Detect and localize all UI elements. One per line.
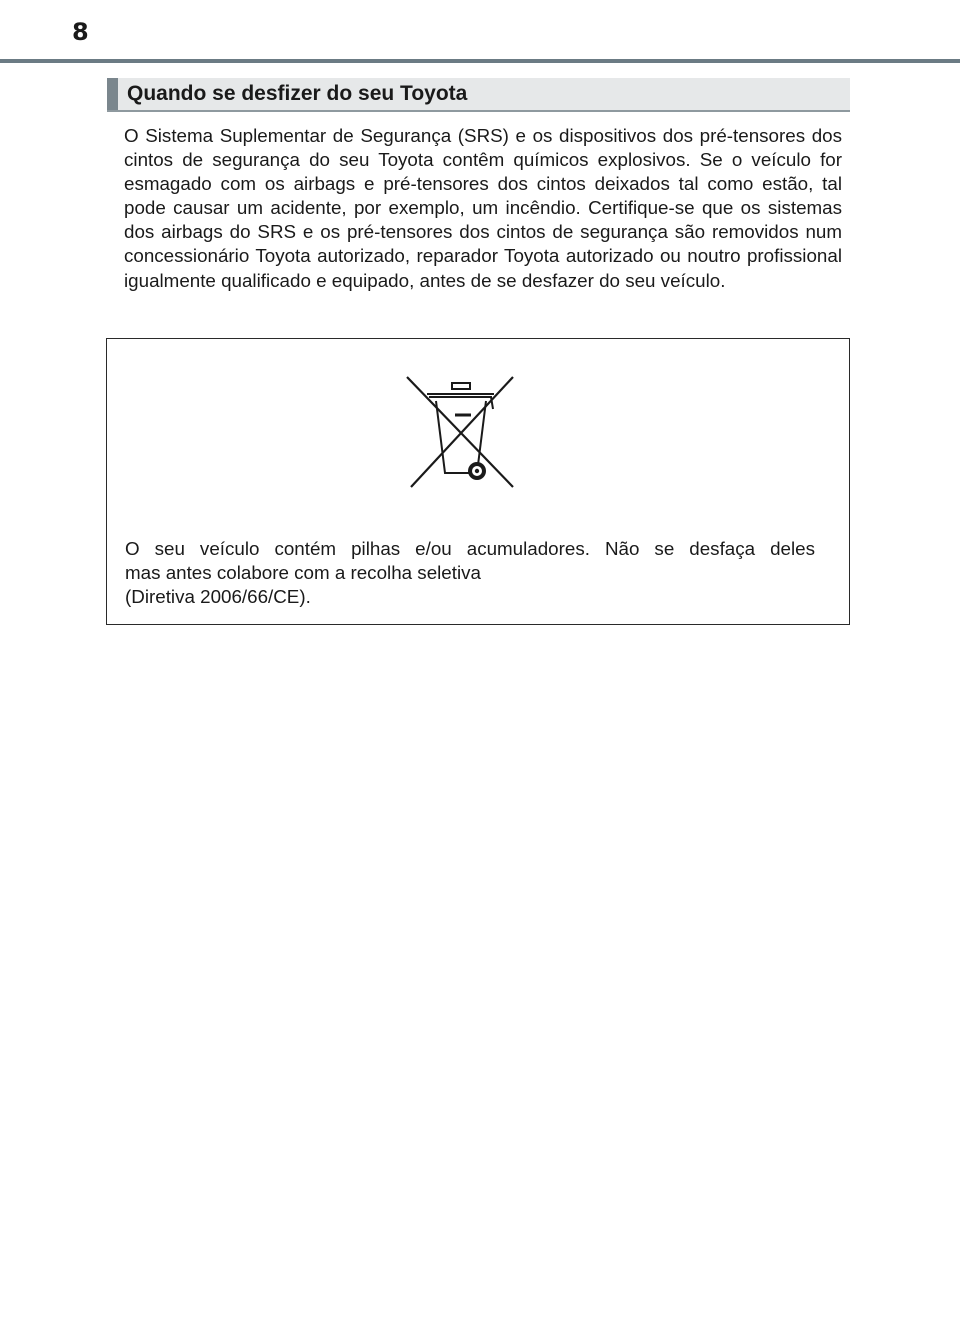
page-number: 8 xyxy=(72,18,89,46)
section-paragraph: O Sistema Suplementar de Segurança (SRS) e os dispositivos dos pré-tensores dos cintos de segurança do seu Toyota contêm químicos explosivos. Se o veículo for esmagado com os airbags e pré-tensores dos cintos deixados tal como estão, tal pode causar um acidente, por exemplo, um incêndio. Certifique-se que os sistemas dos airbags do SRS e os pré-tensores dos cintos de segurança são removidos num concessionário Toyota autorizado, reparador Toyota autorizado ou noutro profissional igualmente qualificado e equipado, antes de se desfazer do seu veículo. xyxy=(124,125,842,291)
notice-line-1: O seu veículo contém pilhas e/ou acumuladores. Não se desfaça deles xyxy=(125,538,815,559)
heading-accent xyxy=(107,78,118,110)
battery-disposal-notice xyxy=(106,338,850,625)
section-title: Quando se desfizer do seu Toyota xyxy=(127,82,468,105)
notice-line-3: (Diretiva 2006/66/CE). xyxy=(125,586,311,607)
notice-line-2: mas antes colabore com a recolha seletiva xyxy=(125,562,481,583)
header-rule xyxy=(0,59,960,63)
crossed-out-wheelie-bin-icon xyxy=(405,375,517,491)
notice-text xyxy=(125,537,815,609)
section-heading-bar xyxy=(107,78,850,112)
